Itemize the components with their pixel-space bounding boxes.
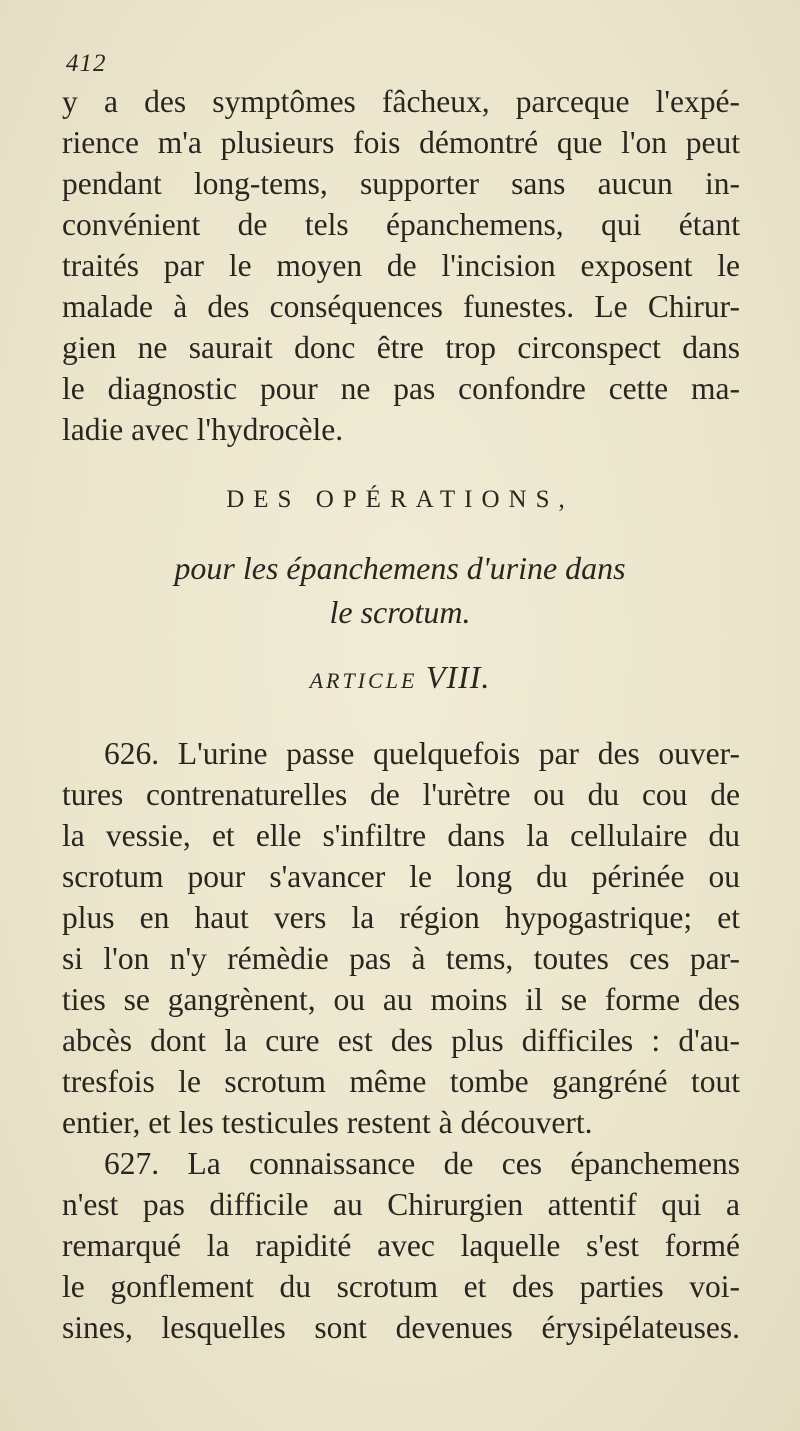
text-line: le gonflement du scrotum et des parties voi- — [62, 1269, 740, 1304]
text-line: n'est pas difficile au Chirurgien attentif qui a — [62, 1187, 740, 1222]
section-subtitle: pour les épanchemens d'urine dans — [174, 550, 626, 586]
article-number: VIII. — [425, 659, 491, 695]
text-line: tresfois le scrotum même tombe gangréné tout — [62, 1064, 740, 1099]
section-subtitle: le scrotum. — [329, 594, 471, 630]
text-line: y a des symptômes fâcheux, parceque l'expé- — [62, 84, 740, 119]
text-line: entier, et les testicules restent à découvert. — [62, 1105, 593, 1140]
text-line: abcès dont la cure est des plus difficiles : d'au- — [62, 1023, 740, 1058]
article-heading — [0, 660, 800, 698]
text-line: pendant long-tems, supporter sans aucun in- — [62, 166, 740, 201]
text-line: malade à des conséquences funestes. Le Chirur- — [62, 289, 740, 324]
text-line: ties se gangrènent, ou au moins il se forme des — [62, 982, 740, 1017]
text-line: si l'on n'y rémèdie pas à tems, toutes ces par- — [62, 941, 740, 976]
text-line: 626. L'urine passe quelquefois par des ouver- — [104, 736, 740, 771]
text-line: la vessie, et elle s'infiltre dans la cellulaire du — [62, 818, 740, 853]
text-line: 627. La connaissance de ces épanchemens — [104, 1146, 740, 1181]
text-line: ladie avec l'hydrocèle. — [62, 412, 344, 447]
text-line: convénient de tels épanchemens, qui étant — [62, 207, 740, 242]
text-line: tures contrenaturelles de l'urètre ou du cou de — [62, 777, 740, 812]
text-line: remarqué la rapidité avec laquelle s'est formé — [62, 1228, 740, 1263]
page-number: 412 — [66, 50, 107, 77]
text-line: le diagnostic pour ne pas confondre cette ma- — [62, 371, 740, 406]
text-line: rience m'a plusieurs fois démontré que l'on peut — [62, 125, 740, 160]
text-line: traités par le moyen de l'incision exposent le — [62, 248, 740, 283]
text-line: plus en haut vers la région hypogastrique; et — [62, 900, 740, 935]
article-label: ARTICLE — [309, 668, 418, 693]
text-line: scrotum pour s'avancer le long du périnée ou — [62, 859, 740, 894]
section-heading: DES OPÉRATIONS, — [226, 486, 574, 513]
text-line: sines, lesquelles sont devenues érysipélateuses. — [62, 1310, 740, 1345]
text-line: gien ne saurait donc être trop circonspect dans — [62, 330, 740, 365]
